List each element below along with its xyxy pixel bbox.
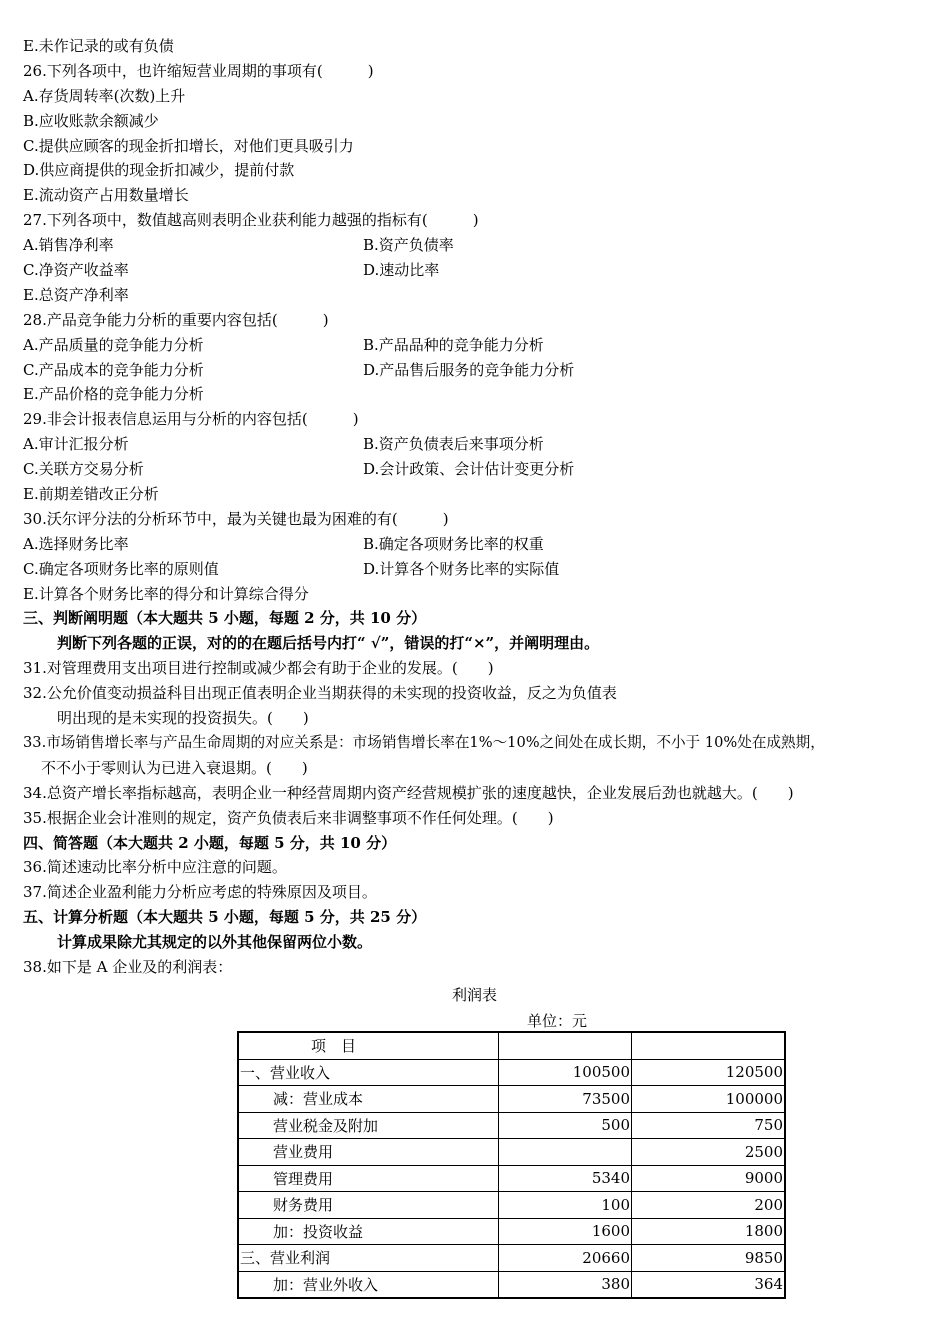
table-row: [238, 1218, 785, 1245]
option-c: C.关联方交易分析: [23, 460, 144, 479]
question-37: 37.简述企业盈利能力分析应考虑的特殊原因及项目。: [23, 883, 377, 902]
question-36: 36.简述速动比率分析中应注意的问题。: [23, 858, 287, 877]
option-b: B.确定各项财务比率的权重: [363, 534, 544, 553]
option-line: E.流动资产占用数量增长: [23, 186, 189, 205]
value-cell: 73500: [499, 1086, 632, 1113]
value-cell: 2500: [632, 1139, 786, 1166]
option-b: B.资产负债率: [363, 236, 454, 255]
table-title: 利润表: [452, 986, 498, 1004]
option-c: C.确定各项财务比率的原则值: [23, 559, 219, 578]
option-row: [23, 532, 928, 557]
profit-table: [237, 1031, 786, 1299]
option-line: D.供应商提供的现金折扣减少，提前付款: [23, 161, 295, 180]
question-28: 28.产品竞争能力分析的重要内容包括( ): [23, 310, 329, 329]
header-cell: 项 目: [238, 1032, 499, 1059]
question-33: 33.市场销售增长率与产品生命周期的对应关系是：市场销售增长率在1%～10%之间处在成长期，不小于 10%处在成熟期，: [23, 733, 825, 751]
table-header-row: [238, 1032, 785, 1059]
option-row: [23, 432, 928, 457]
option-row: [23, 233, 928, 258]
option-line: B.应收账款余额减少: [23, 111, 159, 130]
question-29: 29.非会计报表信息运用与分析的内容包括( ): [23, 410, 359, 429]
option-line: A.存货周转率(次数)上升: [23, 86, 186, 105]
value-cell: 1600: [499, 1218, 632, 1245]
header-cell: [632, 1032, 786, 1059]
item-cell: 减：营业成本: [238, 1086, 499, 1113]
item-cell: 营业费用: [238, 1139, 499, 1166]
question-32-continued: 明出现的是未实现的投资损失。( ): [57, 709, 309, 728]
table-row: [238, 1059, 785, 1086]
option-d: D.会计政策、会计估计变更分析: [363, 460, 575, 479]
question-26: 26.下列各项中，也许缩短营业周期的事项有( ): [23, 61, 374, 80]
question-30: 30.沃尔评分法的分析环节中，最为关键也最为困难的有( ): [23, 509, 449, 528]
question-31: 31.对管理费用支出项目进行控制或减少都会有助于企业的发展。( ): [23, 659, 494, 678]
table-row: [238, 1192, 785, 1219]
section-instruction: 计算成果除尤其规定的以外其他保留两位小数。: [57, 933, 373, 952]
header-cell: [499, 1032, 632, 1059]
section-heading: 四、简答题（本大题共 2 小题，每题 5 分，共 10 分）: [23, 833, 397, 852]
option-row: [23, 333, 928, 358]
option-c: C.产品成本的竞争能力分析: [23, 360, 204, 379]
value-cell: 100: [499, 1192, 632, 1219]
option-e: E.总资产净利率: [23, 285, 129, 304]
value-cell: 9000: [632, 1165, 786, 1192]
document-page: [23, 34, 928, 980]
item-cell: 加：营业外收入: [238, 1271, 499, 1298]
option-e: E.计算各个财务比率的得分和计算综合得分: [23, 584, 309, 603]
question-32: 32.公允价值变动损益科目出现正值表明企业当期获得的未实现的投资收益，反之为负值表: [23, 684, 617, 703]
option-row: [23, 258, 928, 283]
option-b: B.资产负债表后来事项分析: [363, 435, 544, 454]
option-d: D.计算各个财务比率的实际值: [363, 559, 560, 578]
item-cell: 加：投资收益: [238, 1218, 499, 1245]
item-cell: 营业税金及附加: [238, 1112, 499, 1139]
value-cell: 120500: [632, 1059, 786, 1086]
question-35: 35.根据企业会计准则的规定，资产负债表后来非调整事项不作任何处理。( ): [23, 808, 554, 827]
table-row: [238, 1245, 785, 1272]
table-row: [238, 1086, 785, 1113]
option-a: A.销售净利率: [23, 236, 114, 255]
section-instruction: 判断下列各题的正误，对的的在题后括号内打“ √”，错误的打“×”，并阐明理由。: [57, 634, 600, 653]
value-cell: 100500: [499, 1059, 632, 1086]
option-row: [23, 457, 928, 482]
value-cell: 1800: [632, 1218, 786, 1245]
value-cell: 5340: [499, 1165, 632, 1192]
value-cell: 380: [499, 1271, 632, 1298]
option-a: A.产品质量的竞争能力分析: [23, 335, 204, 354]
option-row: [23, 358, 928, 383]
section-heading: 五、计算分析题（本大题共 5 小题，每题 5 分，共 25 分）: [23, 908, 427, 927]
question-27: 27.下列各项中，数值越高则表明企业获利能力越强的指标有( ): [23, 211, 479, 230]
table-row: [238, 1271, 785, 1298]
value-cell: 9850: [632, 1245, 786, 1272]
option-e: E.产品价格的竞争能力分析: [23, 385, 204, 404]
value-cell: 20660: [499, 1245, 632, 1272]
section-heading: 三、判断阐明题（本大题共 5 小题，每题 2 分，共 10 分）: [23, 609, 427, 628]
item-cell: 三、营业利润: [238, 1245, 499, 1272]
option-d: D.速动比率: [363, 261, 440, 280]
value-cell: 500: [499, 1112, 632, 1139]
question-34: 34.总资产增长率指标越高，表明企业一种经营周期内资产经营规模扩张的速度越快，企业发展后劲也就越大。( ): [23, 783, 794, 802]
option-a: A.审计汇报分析: [23, 435, 129, 454]
option-c: C.净资产收益率: [23, 261, 129, 280]
value-cell: 364: [632, 1271, 786, 1298]
option-b: B.产品品种的竞争能力分析: [363, 335, 544, 354]
option-a: A.选择财务比率: [23, 534, 129, 553]
question-33-continued: 不不小于零则认为已进入衰退期。( ): [41, 758, 308, 777]
item-cell: 财务费用: [238, 1192, 499, 1219]
table-row: [238, 1139, 785, 1166]
option-line: C.提供应顾客的现金折扣增长，对他们更具吸引力: [23, 136, 354, 155]
item-cell: 一、营业收入: [238, 1059, 499, 1086]
value-cell: [499, 1139, 632, 1166]
option-d: D.产品售后服务的竞争能力分析: [363, 360, 575, 379]
value-cell: 750: [632, 1112, 786, 1139]
item-cell: 管理费用: [238, 1165, 499, 1192]
text-line: E.未作记录的或有负债: [23, 37, 174, 55]
table-row: [238, 1112, 785, 1139]
value-cell: 200: [632, 1192, 786, 1219]
option-e: E.前期差错改正分析: [23, 485, 159, 504]
option-row: [23, 557, 928, 582]
question-38: 38.如下是 A 企业及的利润表：: [23, 957, 233, 976]
value-cell: 100000: [632, 1086, 786, 1113]
table-row: [238, 1165, 785, 1192]
table-unit: 单位：元: [527, 1012, 588, 1030]
